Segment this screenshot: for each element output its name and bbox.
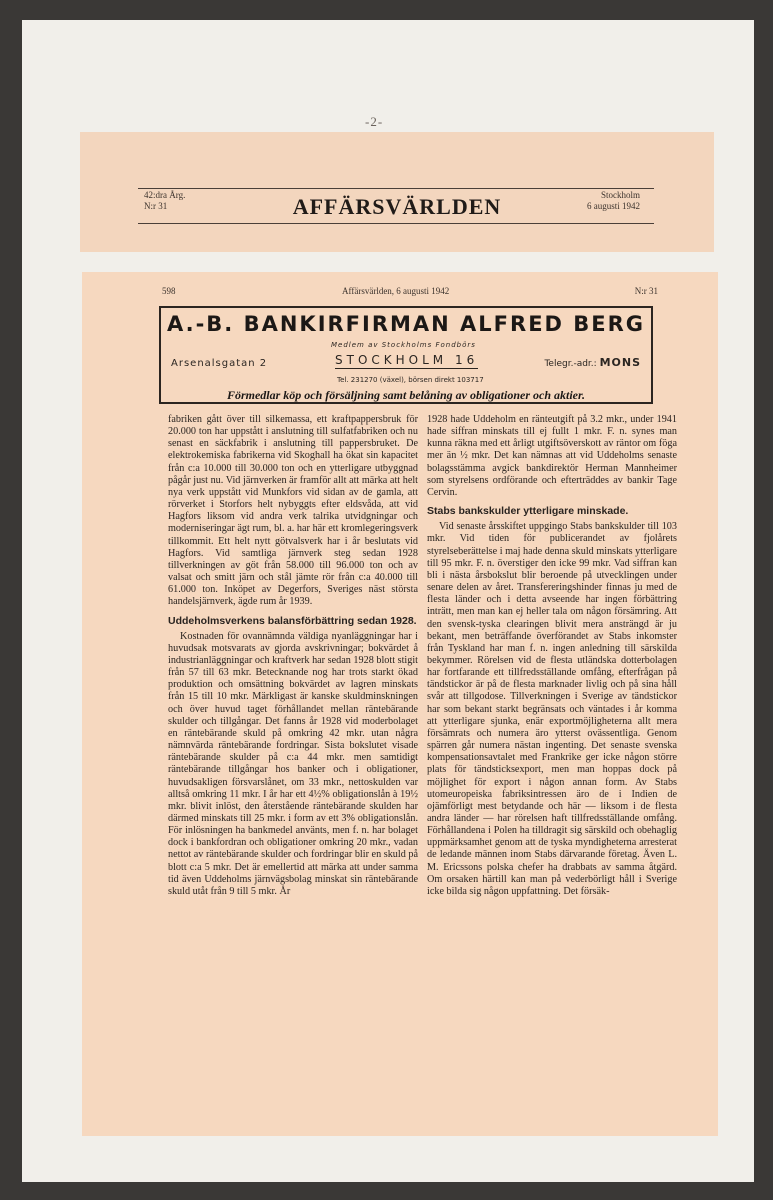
ad-phone: Tel. 231270 (växel), börsen direkt 103717 (337, 376, 484, 384)
ad-city: STOCKHOLM 16 (335, 353, 479, 367)
masthead-title: AFFÄRSVÄRLDEN (292, 194, 502, 219)
dateline-date: 6 augusti 1942 (587, 201, 640, 211)
article-clipping (82, 272, 718, 1136)
archive-sheet (22, 20, 754, 1182)
ad-telegram-value: MONS (599, 356, 641, 369)
page-number: -2- (365, 114, 384, 129)
bank-advertisement (159, 306, 653, 404)
running-head-page: 598 (162, 286, 176, 296)
dateline-city: Stockholm (600, 190, 640, 200)
ad-telegram-label: Telegr.-adr.: (544, 359, 597, 369)
section-heading: Uddeholmsverkens balansförbättring sedan 1928. (168, 614, 417, 627)
ad-membership: Medlem av Stockholms Fondbörs (331, 341, 476, 349)
divider (138, 188, 654, 189)
issue-label: N:r 31 (144, 201, 168, 211)
ad-telegram (544, 356, 641, 369)
running-head-title: Affärsvärlden, 6 augusti 1942 (342, 286, 450, 296)
ad-address: Arsenalsgatan 2 (171, 358, 268, 369)
running-head-issue: N:r 31 (634, 286, 658, 296)
divider (138, 223, 654, 224)
paragraph: Kostnaden för ovannämnda väldiga nyanläggningar har i huvudsak motsvarats av gjorda avskrivningar; bokvärdet å industrianläggningar och kraftverk har sedan 1928 blott stigit från 57 till 63 mkr. Betecknande nog har trots starkt ökad produktion och omsättning bokvärdet av lagren minskats från 15 till 10 mkr. Märkligast är kanske skuldminskningen och över huvud taget förhållandet mellan räntebärande skulder och tillgångar. Det fanns år 1928 vid moderbolaget en räntebärande skuld på omkring 42 mkr. utan några nämnvärda räntebärande fordringar. Sista bokslutet visade räntebärande skulder på c:a 44 mkr. men samtidigt räntebärande tillgångar hos banker och i obligationer, huvudsakligen försvarslånet, om 33 mkr., nettoskulden var alltså omkring 11 mkr. I år har ett 4½% obligationslån à 19½ mkr. blivit inlöst, den återstående räntebärande skulden har därmed minskats till 25 mkr. i form av ett 3% obligationslån. För inlösningen ha bankmedel använts, men f. n. har bolaget dock i bankfordran och obligationer omkring 20 mkr., vadan nettot av räntebärande skulder och fordringar blir en skuld på blott c:a 5 mkr. Det är emellertid att märka att under samma tid även Uddeholms järnvägsbolag minskat sin räntebärande skuld utåt från 9 till 5 mkr. År (168, 630, 418, 897)
ad-firm-name: A.-B. BANKIRFIRMAN ALFRED BERG (166, 312, 646, 336)
ad-slogan: Förmedlar köp och försäljning samt belåning av obligationer och aktier. (226, 388, 586, 402)
article-column-left (168, 414, 418, 898)
dateline (587, 190, 640, 212)
volume-label: 42:dra Årg. (144, 190, 186, 200)
paragraph: 1928 hade Uddeholm en ränteutgift på 3.2 mkr., under 1941 hade siffran minskats till ej fullt 1 mkr. F. n. synes man kunna räkna med ett årligt utgiftsöverskott av räntor om föga mer än ½ mkr. Det kan nämnas att vid Uddeholms senaste bolagsstämma avgick bankdirektör Herman Mannheimer som styrelsens ordförande och efterträddes av bankir Tage Cervin. (427, 414, 677, 498)
section-heading: Stabs bankskulder ytterligare minskade. (427, 505, 629, 518)
running-head (162, 286, 658, 300)
paragraph: fabriken gått över till silkemassa, ett kraftpappersbruk för 20.000 ton har uppstått i anslutning till sulfatfabriken och nu senast en säckfabrik i anslutning till pappersbruket. De elektrokemiska fabrikerna vid Skoghall ha ökat sin kapacitet från c:a 10.000 till 30.000 ton och en ytterligare utbyggnad pågår just nu. Vid järnverken är framför allt att märka att helt nya verk uppstått vid Munkfors vid sidan av de gamla, att rörverket i Storfors helt nybyggts efter eldsvåda, att vid Hagfors liksom vid andra verk talrika utvidgningar och moderniseringar ägt rum, bl. a. har här ett kromlegeringsverk tillkommit. Ett helt nytt götvalsverk har i år beslutats vid Hagfors. Vid samtliga järnverk steg sedan 1928 tillverkningen av göt från 58.000 till 96.000 ton och av valsat och smitt järn och stål jämte rör från c:a 40.000 till 61.000 ton. Inköpet av Degerfors, Sveriges näst största handelsjärnverk, ägde rum år 1939. (168, 414, 418, 608)
paragraph: Vid senaste årsskiftet uppgingo Stabs bankskulder till 103 mkr. Vid tiden för publicerandet av fjolårets styrelseberättelse i maj hade denna skuld minskats ytterligare till 95 mkr. F. n. överstiger den icke 99 mkr. Vad siffran kan bli i nästa årsbokslut blir beroende på utvecklingen under senare delen av året. Transfereringshinder finnas ju med de flesta länder och i detta avseende har ingen förbättring inträtt, men man kan ej heller tala om någon försämring. Att den svensk-tyska clearingen blivit mera ansträngd är ju bekant, men beträffande överförandet av Stabs inkomster från Tyskland har man f. n. ingen anledning till särskilda bekymmer. Rörelsen vid de flesta utländska dotterbolagen har fortfarande ett tillfredsställande omfång, efterfrågan på tändstickor är på de flesta marknader livlig och på sina håll svår att tillgodose. Tillverkningen i Sverige av tändstickor har som bekant starkt begränsats och väntades i år komma att ytterligare sjunka, enär exportmöjligheterna allt mera försämrats och numera äro ytterst ovässentliga. Genom spärren går numera nästan ingenting. Det senaste svenska kompensationsavtalet med Frankrike ger icke någon större plats för tändsticksexport, men man hoppas dock på möjlighet för export i någon annan form. Av Stabs utomeuropeiska fabriksintressen äro de i Indien de ojämförligt mest betydande och här — liksom i de flesta andra länder — har rörelsen haft tillfredsställande omfång. Förhållandena i Polen ha tilldragit sig särskild och obehaglig uppmärksamhet genom att de tyska myndigheterna arresterat de ledande männen inom Stabs därvarande företag. Även L. M. Ericssons polska chefer ha drabbats av samma åtgärd. Om orsaken härtill kan man på vederbörligt håll i Sverige icke bilda sig någon uppfattning. Det försäk- (427, 521, 677, 897)
masthead-clipping (80, 132, 714, 252)
article-column-right (427, 414, 677, 898)
